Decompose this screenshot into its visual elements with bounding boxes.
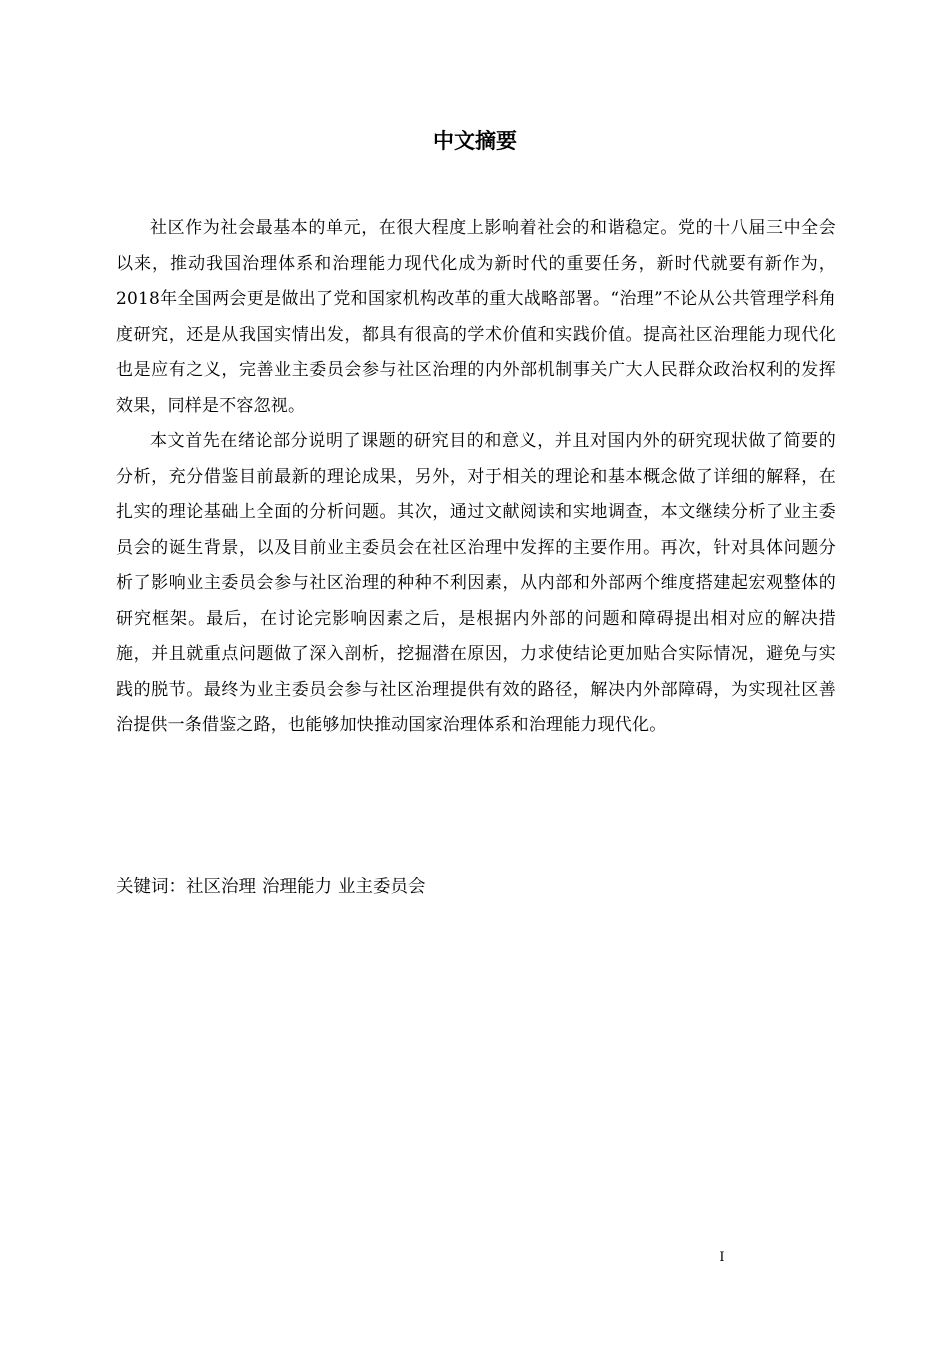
keyword-item: 治理能力: [262, 877, 332, 897]
page-number: I: [719, 1250, 725, 1265]
keyword-item: 业主委员会: [338, 877, 426, 897]
abstract-paragraph-2: 本文首先在绪论部分说明了课题的研究目的和意义，并且对国内外的研究现状做了简要的分析，充分借鉴目前最新的理论成果，另外，对于相关的理论和基本概念做了详细的解释，在扎实的理论基础上全面的分析问题。其次，通过文献阅读和实地调查，本文继续分析了业主委员会的诞生背景，以及目前业主委员会在社区治理中发挥的主要作用。再次，针对具体问题分析了影响业主委员会参与社区治理的种种不利因素，从内部和外部两个维度搭建起宏观整体的研究框架。最后，在讨论完影响因素之后，是根据内外部的问题和障碍提出相对应的解决措施，并且就重点问题做了深入剖析，挖掘潜在原因，力求使结论更加贴合实际情况，避免与实践的脱节。最终为业主委员会参与社区治理提供有效的路径，解决内外部障碍，为实现社区善治提供一条借鉴之路，也能够加快推动国家治理体系和治理能力现代化。: [116, 431, 836, 735]
keyword-item: 社区治理: [186, 877, 256, 897]
keywords-label: 关键词：: [116, 877, 186, 897]
abstract-paragraph-1: 社区作为社会最基本的单元，在很大程度上影响着社会的和谐稳定。党的十八届三中全会以来，推动我国治理体系和治理能力现代化成为新时代的重要任务，新时代就要有新作为，2018年全国两会更是做出了党和国家机构改革的重大战略部署。“治理”不论从公共管理学科角度研究，还是从我国实情出发，都具有很高的学术价值和实践价值。提高社区治理能力现代化也是应有之义，完善业主委员会参与社区治理的内外部机制事关广大人民群众政治权利的发挥效果，同样是不容忽视。: [116, 218, 836, 416]
page-title: 中文摘要: [433, 129, 517, 153]
abstract-body: [116, 211, 836, 744]
keywords-line: [116, 872, 836, 902]
